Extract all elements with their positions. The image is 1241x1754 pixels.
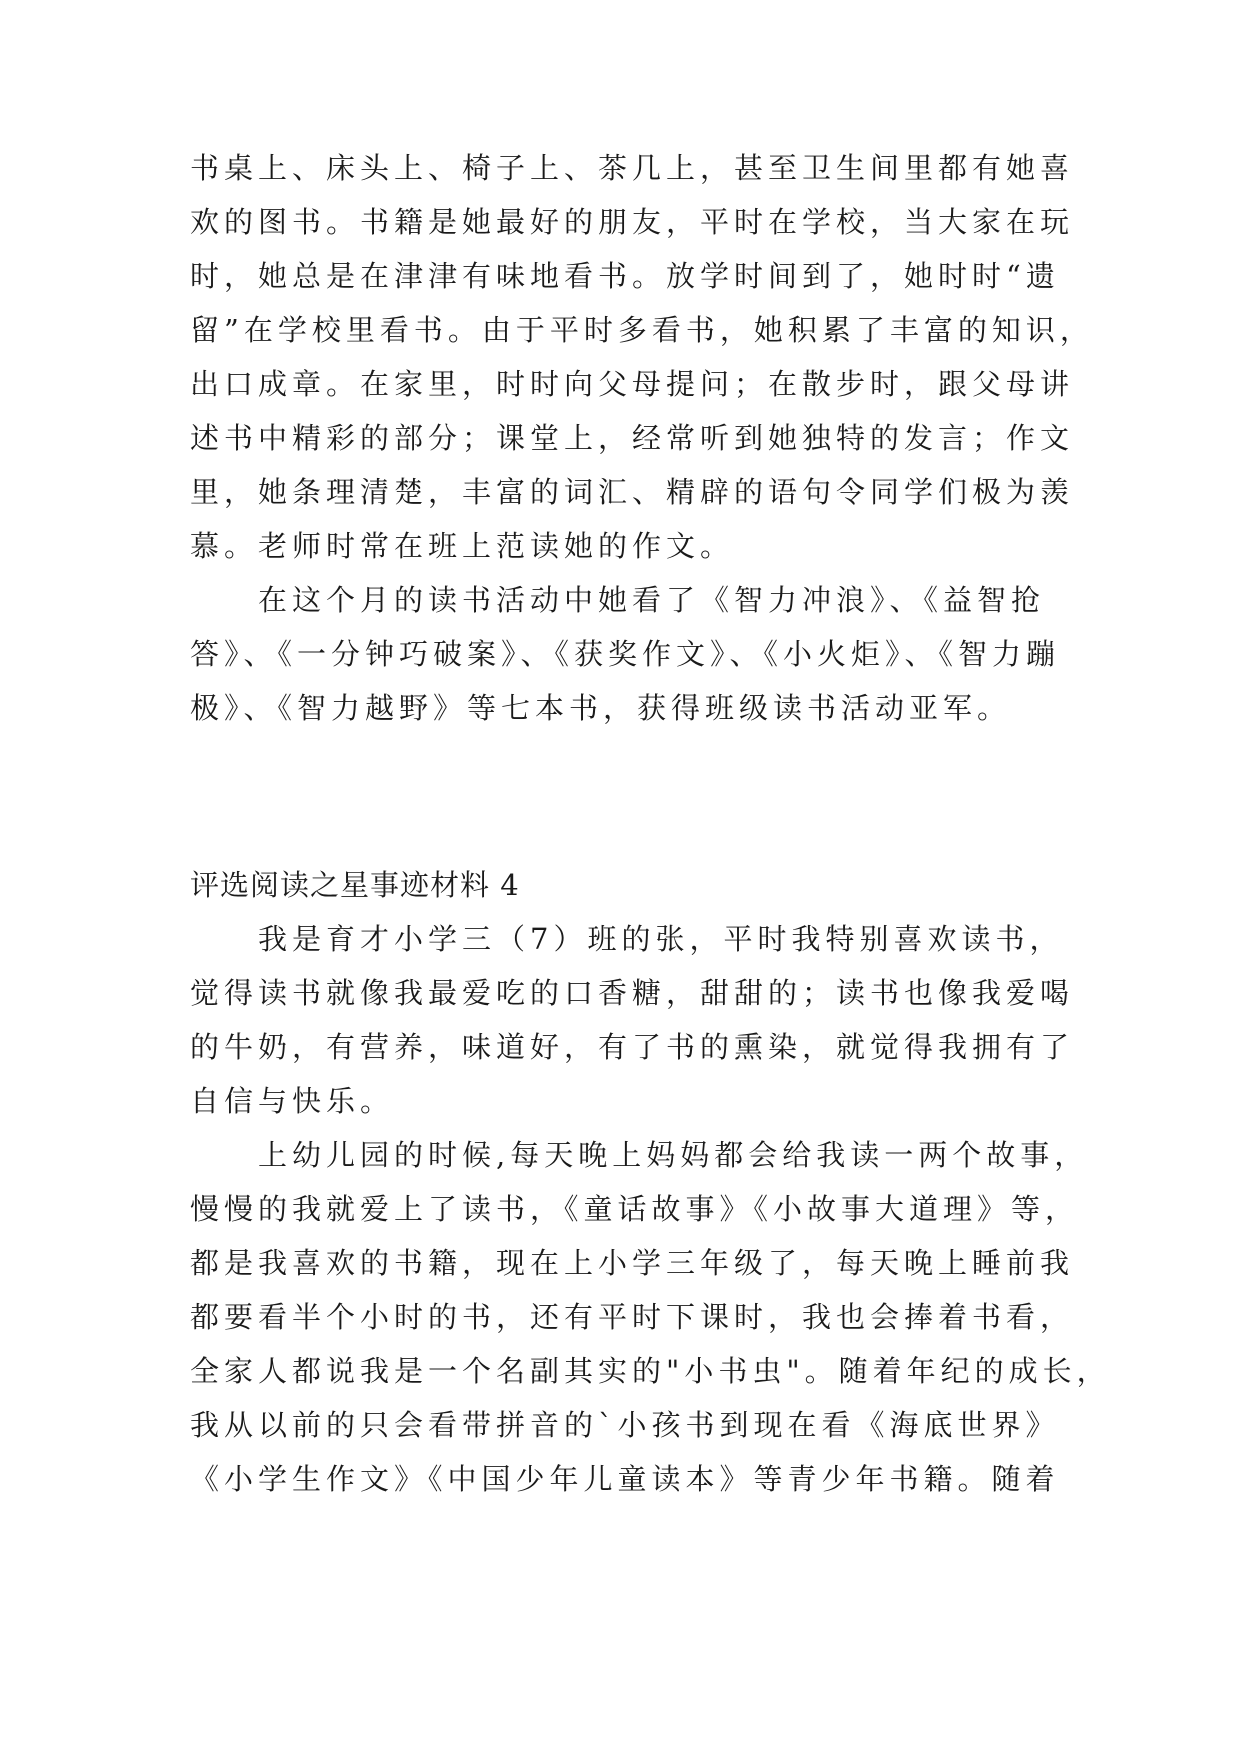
text-line: 全家人都说我是一个名副其实的"小书虫"。随着年纪的成长， bbox=[190, 1354, 1111, 1388]
text-line: 我从以前的只会看带拼音的`小孩书到现在看《海底世界》 bbox=[190, 1408, 1060, 1442]
text-line: 在这个月的读书活动中她看了《智力冲浪》、《益智抢 bbox=[190, 583, 1046, 617]
text-line: 我是育才小学三（7）班的张，平时我特别喜欢读书， bbox=[190, 922, 1064, 956]
text-line: 书桌上、床头上、椅子上、茶几上，甚至卫生间里都有她喜 bbox=[190, 151, 1075, 185]
text-line: 自信与快乐。 bbox=[190, 1084, 395, 1118]
text-line: 慕。老师时常在班上范读她的作文。 bbox=[190, 529, 735, 563]
text-line: 觉得读书就像我最爱吃的口香糖，甜甜的；读书也像我爱喝 bbox=[190, 976, 1075, 1010]
text-line: 都要看半个小时的书，还有平时下课时，我也会捧着书看， bbox=[190, 1300, 1075, 1334]
text-line: 慢慢的我就爱上了读书，《童话故事》《小故事大道理》等， bbox=[190, 1192, 1080, 1226]
text-line: 时，她总是在津津有味地看书。放学时间到了，她时时“遗 bbox=[190, 259, 1060, 293]
text-line: 极》、《智力越野》等七本书，获得班级读书活动亚军。 bbox=[190, 691, 1012, 725]
section1-paragraph-1 bbox=[190, 141, 1094, 573]
text-line: 里，她条理清楚，丰富的词汇、精辟的语句令同学们极为羡 bbox=[190, 475, 1075, 509]
text-line: 留”在学校里看书。由于平时多看书，她积累了丰富的知识， bbox=[190, 313, 1094, 347]
text-line: 的牛奶，有营养，味道好，有了书的熏染，就觉得我拥有了 bbox=[190, 1030, 1075, 1064]
text-line: 欢的图书。书籍是她最好的朋友，平时在学校，当大家在玩 bbox=[190, 205, 1075, 239]
section2-paragraph-2 bbox=[190, 1128, 1111, 1506]
section1-paragraph-2 bbox=[190, 573, 1061, 735]
text-line: 答》、《一分钟巧破案》、《获奖作文》、《小火炬》、《智力蹦 bbox=[190, 637, 1061, 671]
section-heading: 评选阅读之星事迹材料 4 bbox=[190, 868, 520, 902]
text-line: 出口成章。在家里，时时向父母提问；在散步时，跟父母讲 bbox=[190, 367, 1075, 401]
section2-paragraph-1 bbox=[190, 912, 1075, 1128]
text-line: 述书中精彩的部分；课堂上，经常听到她独特的发言；作文 bbox=[190, 421, 1075, 455]
text-line: 《小学生作文》《中国少年儿童读本》等青少年书籍。随着 bbox=[190, 1462, 1060, 1496]
text-line: 都是我喜欢的书籍，现在上小学三年级了，每天晚上睡前我 bbox=[190, 1246, 1075, 1280]
text-line: 上幼儿园的时候,每天晚上妈妈都会给我读一两个故事， bbox=[190, 1138, 1089, 1172]
